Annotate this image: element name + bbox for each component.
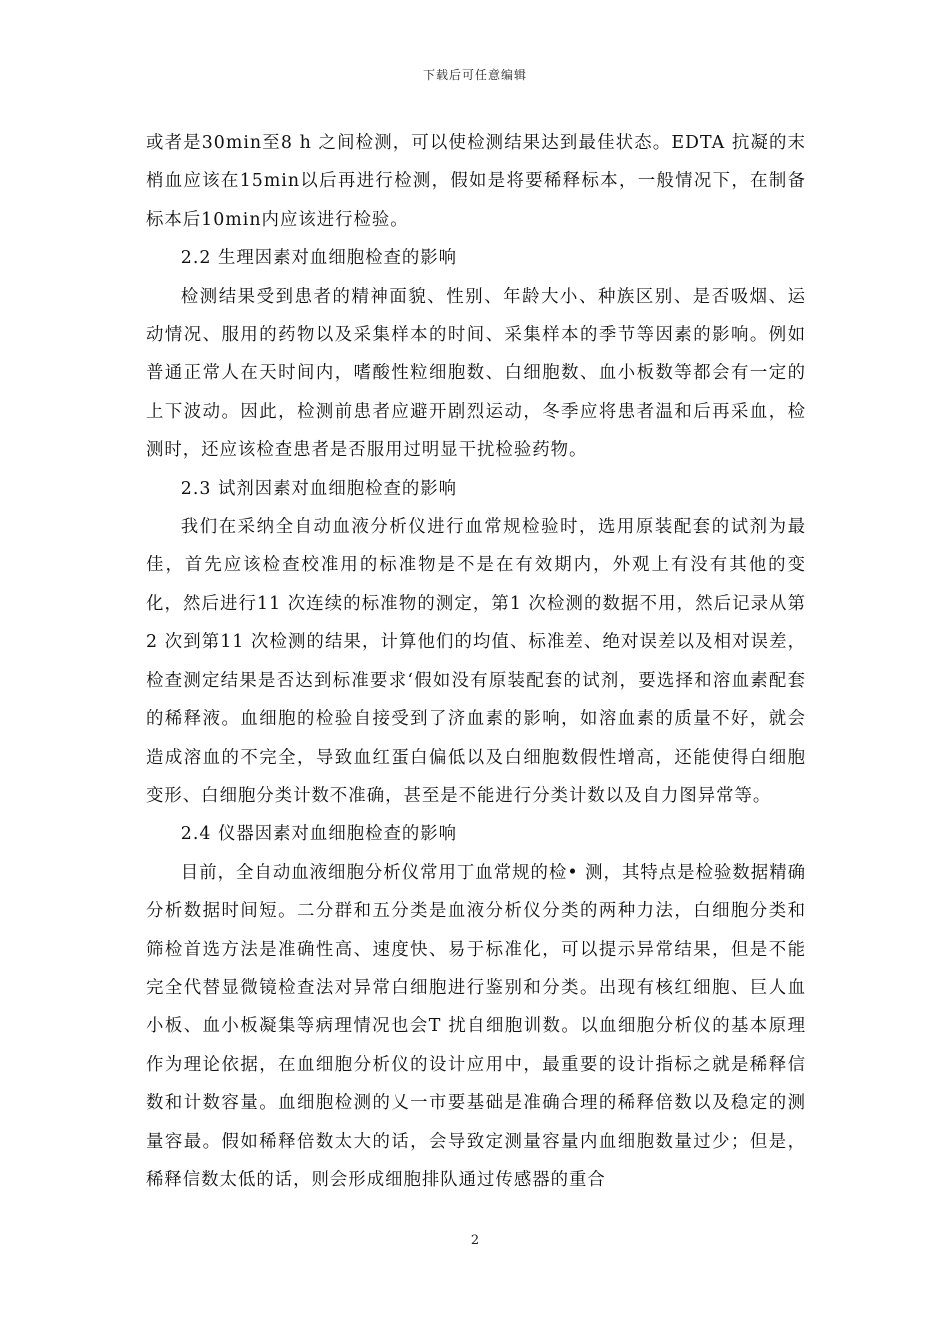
page-number: 2 bbox=[470, 1233, 480, 1248]
paragraph-instrument-factors: 目前，全自动血液细胞分析仪常用丁血常规的检• 测，其特点是检验数据精确分析数据时间短。二分群和五分类是血液分析仪分类的两种力法，白细胞分类和筛检首选方法是准确性高、速度快、易于标准化，可以提示异常结果，但是不能完全代替显微镜检查法对异常白细胞进行鉴别和分类。出现有核红细胞、巨人血小板、血小板凝集等病理情况也会T 扰自细胞训数。以血细胞分析仪的基本原理作为理论依据，在血细胞分析仪的设计应用中，最重要的设计指标之就是稀释信数和计数容量。血细胞检测的乂一市要基础是准确合理的稀释倍数以及稳定的测量容最。假如稀释倍数太大的话，会导致定测量容量内血细胞数量过少；但是，稀释信数太低的话，则会形成细胞排队通过传感器的重合 bbox=[146, 862, 806, 1190]
paragraph-physiological-factors: 检测结果受到患者的精神面貌、性别、年龄大小、种族区别、是否吸烟、运动情况、服用的药物以及采集样本的时间、采集样本的季节等因素的影响。例如普通正常人在天时间内，嗜酸性粒细胞数、白细胞数、血小板数等都会有一定的上下波动。因此，检测前患者应避开剧烈运动，冬季应将患者温和后再采血，检测时，还应该检查患者是否服用过明显干扰检验药物。 bbox=[146, 286, 806, 461]
paragraph-reagent-factors: 我们在采纳全自动血液分析仪进行血常规检验时，选用原装配套的试剂为最佳，首先应该检查校准用的标准物是不是在有效期内，外观上有没有其他的变化，然后进行11 次连续的标准物的测定，第1 次检测的数据不用，然后记录从第2 次到第11 次检测的结果，计算他们的均值、标准差、绝对误差以及相对误差，检查测定结果是否达到标准要求‘假如没有原装配套的试剂，要选择和溶血素配套的稀释液。血细胞的检验自接受到了济血素的影响，如溶血素的质量不好，就会造成溶血的不完全，导致血红蛋白偏低以及白细胞数假性增高，还能使得白细胞变形、白细胞分类计数不准确，甚至是不能进行分类计数以及自力图异常等。 bbox=[146, 517, 806, 806]
page-header: 下载后可任意编辑 bbox=[422, 68, 527, 82]
document-body bbox=[146, 124, 806, 1199]
paragraph-continuation: 或者是30min至8 h 之间检测，可以使检测结果达到最佳状态。EDTA 抗凝的末梢血应该在15min以后再进行检测，假如是将要稀释标本，一般情况下，在制备标本后10min内应该进行检验。 bbox=[146, 133, 806, 230]
section-heading-2-2: 2.2 生理因素对血细胞检查的影响 bbox=[180, 248, 458, 269]
section-heading-2-3: 2.3 试剂因素对血细胞检查的影响 bbox=[180, 478, 458, 499]
section-heading-2-4: 2.4 仪器因素对血细胞检查的影响 bbox=[180, 824, 458, 845]
